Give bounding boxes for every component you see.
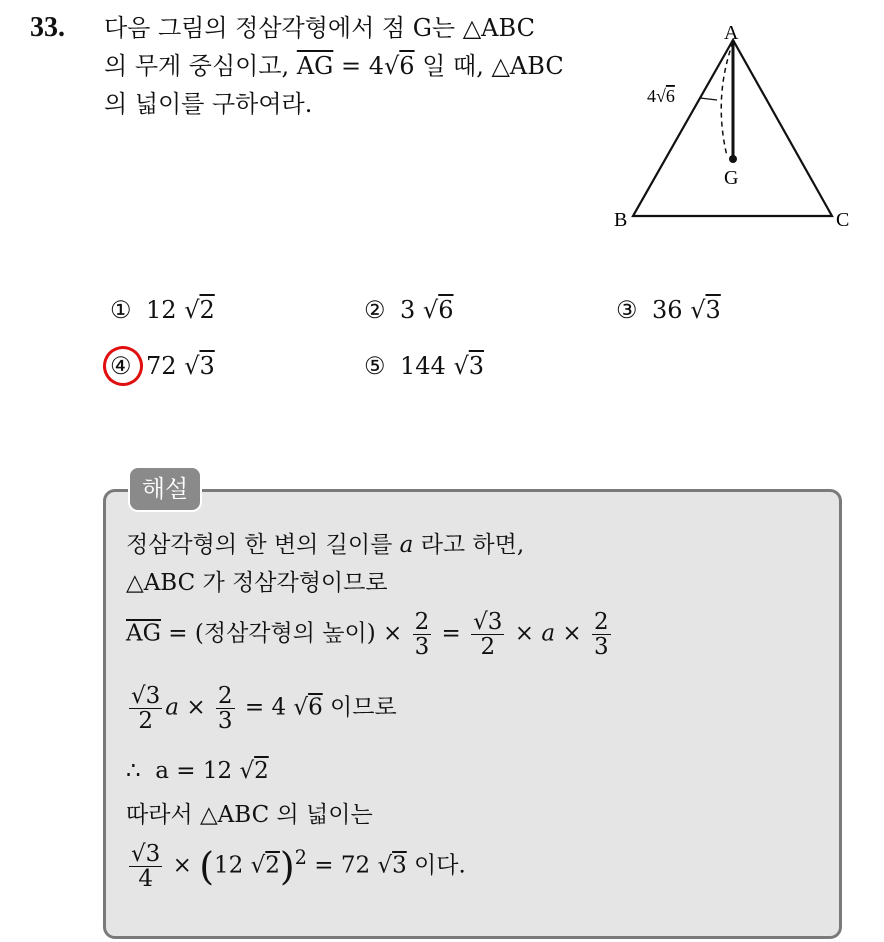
label-a: A	[724, 22, 739, 44]
choice-2[interactable]: ② 3 √6	[364, 296, 454, 324]
dimension-label: 4√6	[647, 86, 675, 106]
choice-3[interactable]: ③ 36 √3	[616, 296, 721, 324]
solution-line-5: ∴ a = 12 √2	[126, 758, 269, 784]
solution-line-7: $\frac{√3}{4}$ × (12 √2)$^2$ = 72 √3 이다.	[131, 841, 466, 893]
segment-ag: $\overline{AG}$	[296, 52, 334, 80]
question-line-3: 의 넓이를 구하여라.	[104, 90, 313, 118]
solution-line-3: $\overline{AG}$ = (정삼각형의 높이) × $\frac{2}{3}$ = $\frac{√3}{2}$ × a × $\frac{2}{3}$	[126, 609, 609, 661]
solution-line-4: $\frac{√3}{2}$ a × $\frac{2}{3}$ = 4 √6 이므로	[131, 683, 397, 735]
solution-tab: 해설	[128, 466, 202, 512]
centroid-point	[729, 155, 737, 163]
label-c: C	[836, 209, 850, 231]
question-line-2: 의 무게 중심이고, $\overline{AG} = 4√6$ 일 때, △ABC	[104, 52, 564, 80]
label-b: B	[614, 209, 628, 231]
choice-4[interactable]: ④ 72 √3	[110, 352, 215, 380]
solution-line-6: 따라서 △ABC 의 넓이는	[126, 802, 373, 828]
choice-1[interactable]: ① 12 √2	[110, 296, 215, 324]
label-g: G	[724, 167, 739, 189]
solution-line-2: △ABC 가 정삼각형이므로	[126, 570, 388, 596]
dimension-leader	[700, 98, 717, 100]
choice-5[interactable]: ⑤ 144 √3	[364, 352, 485, 380]
triangle-figure	[600, 18, 870, 238]
selected-answer-circle	[96, 339, 149, 392]
question-number: 33.	[30, 12, 65, 43]
question-line-1: 다음 그림의 정삼각형에서 점 G는 △ABC	[104, 14, 535, 42]
solution-line-1: 정삼각형의 한 변의 길이를 a 라고 하면,	[126, 532, 525, 558]
